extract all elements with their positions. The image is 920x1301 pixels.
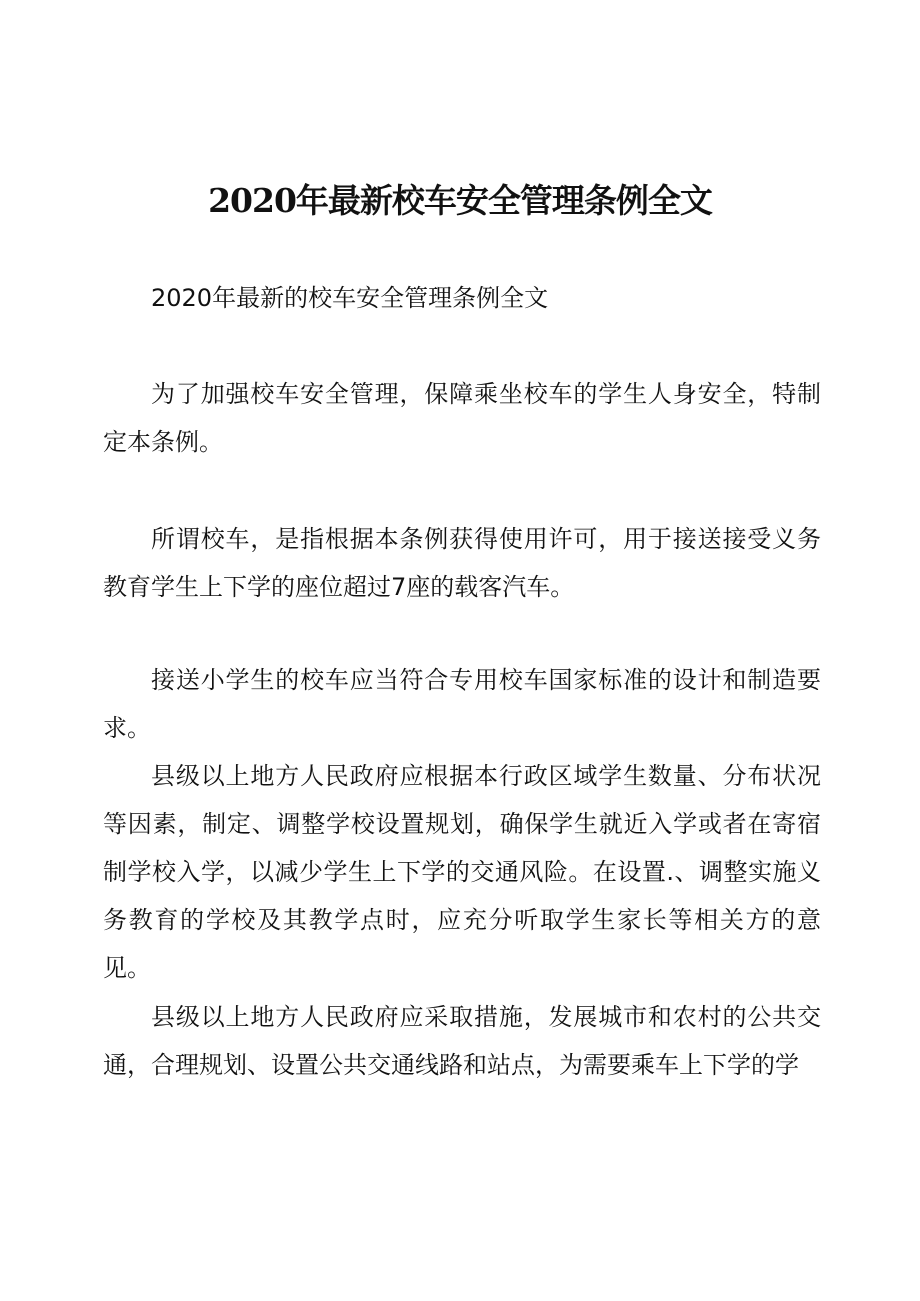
paragraph-public-transport: 县级以上地方人民政府应采取措施，发展城市和农村的公共交通，合理规划、设置公共交通线路和站点，为需要乘车上下学的学 <box>103 1003 821 1079</box>
paragraph-standard: 接送小学生的校车应当符合专用校车国家标准的设计和制造要求。 <box>103 666 821 742</box>
paragraph-purpose: 为了加强校车安全管理，保障乘坐校车的学生人身安全，特制定本条例。 <box>103 380 821 456</box>
paragraph-definition: 所谓校车，是指根据本条例获得使用许可，用于接送接受义务教育学生上下学的座位超过7座的载客汽车。 <box>103 525 821 601</box>
paragraph-school-planning: 县级以上地方人民政府应根据本行政区域学生数量、分布状况等因素，制定、调整学校设置规划，确保学生就近入学或者在寄宿制学校入学，以减少学生上下学的交通风险。在设置.、调整实施义务教育的学校及其教学点时，应充分听取学生家长等相关方的意见。 <box>103 762 821 982</box>
paragraph-subtitle: 2020年最新的校车安全管理条例全文 <box>151 284 549 312</box>
document-title: 2020年最新校车安全管理条例全文 <box>208 181 712 220</box>
